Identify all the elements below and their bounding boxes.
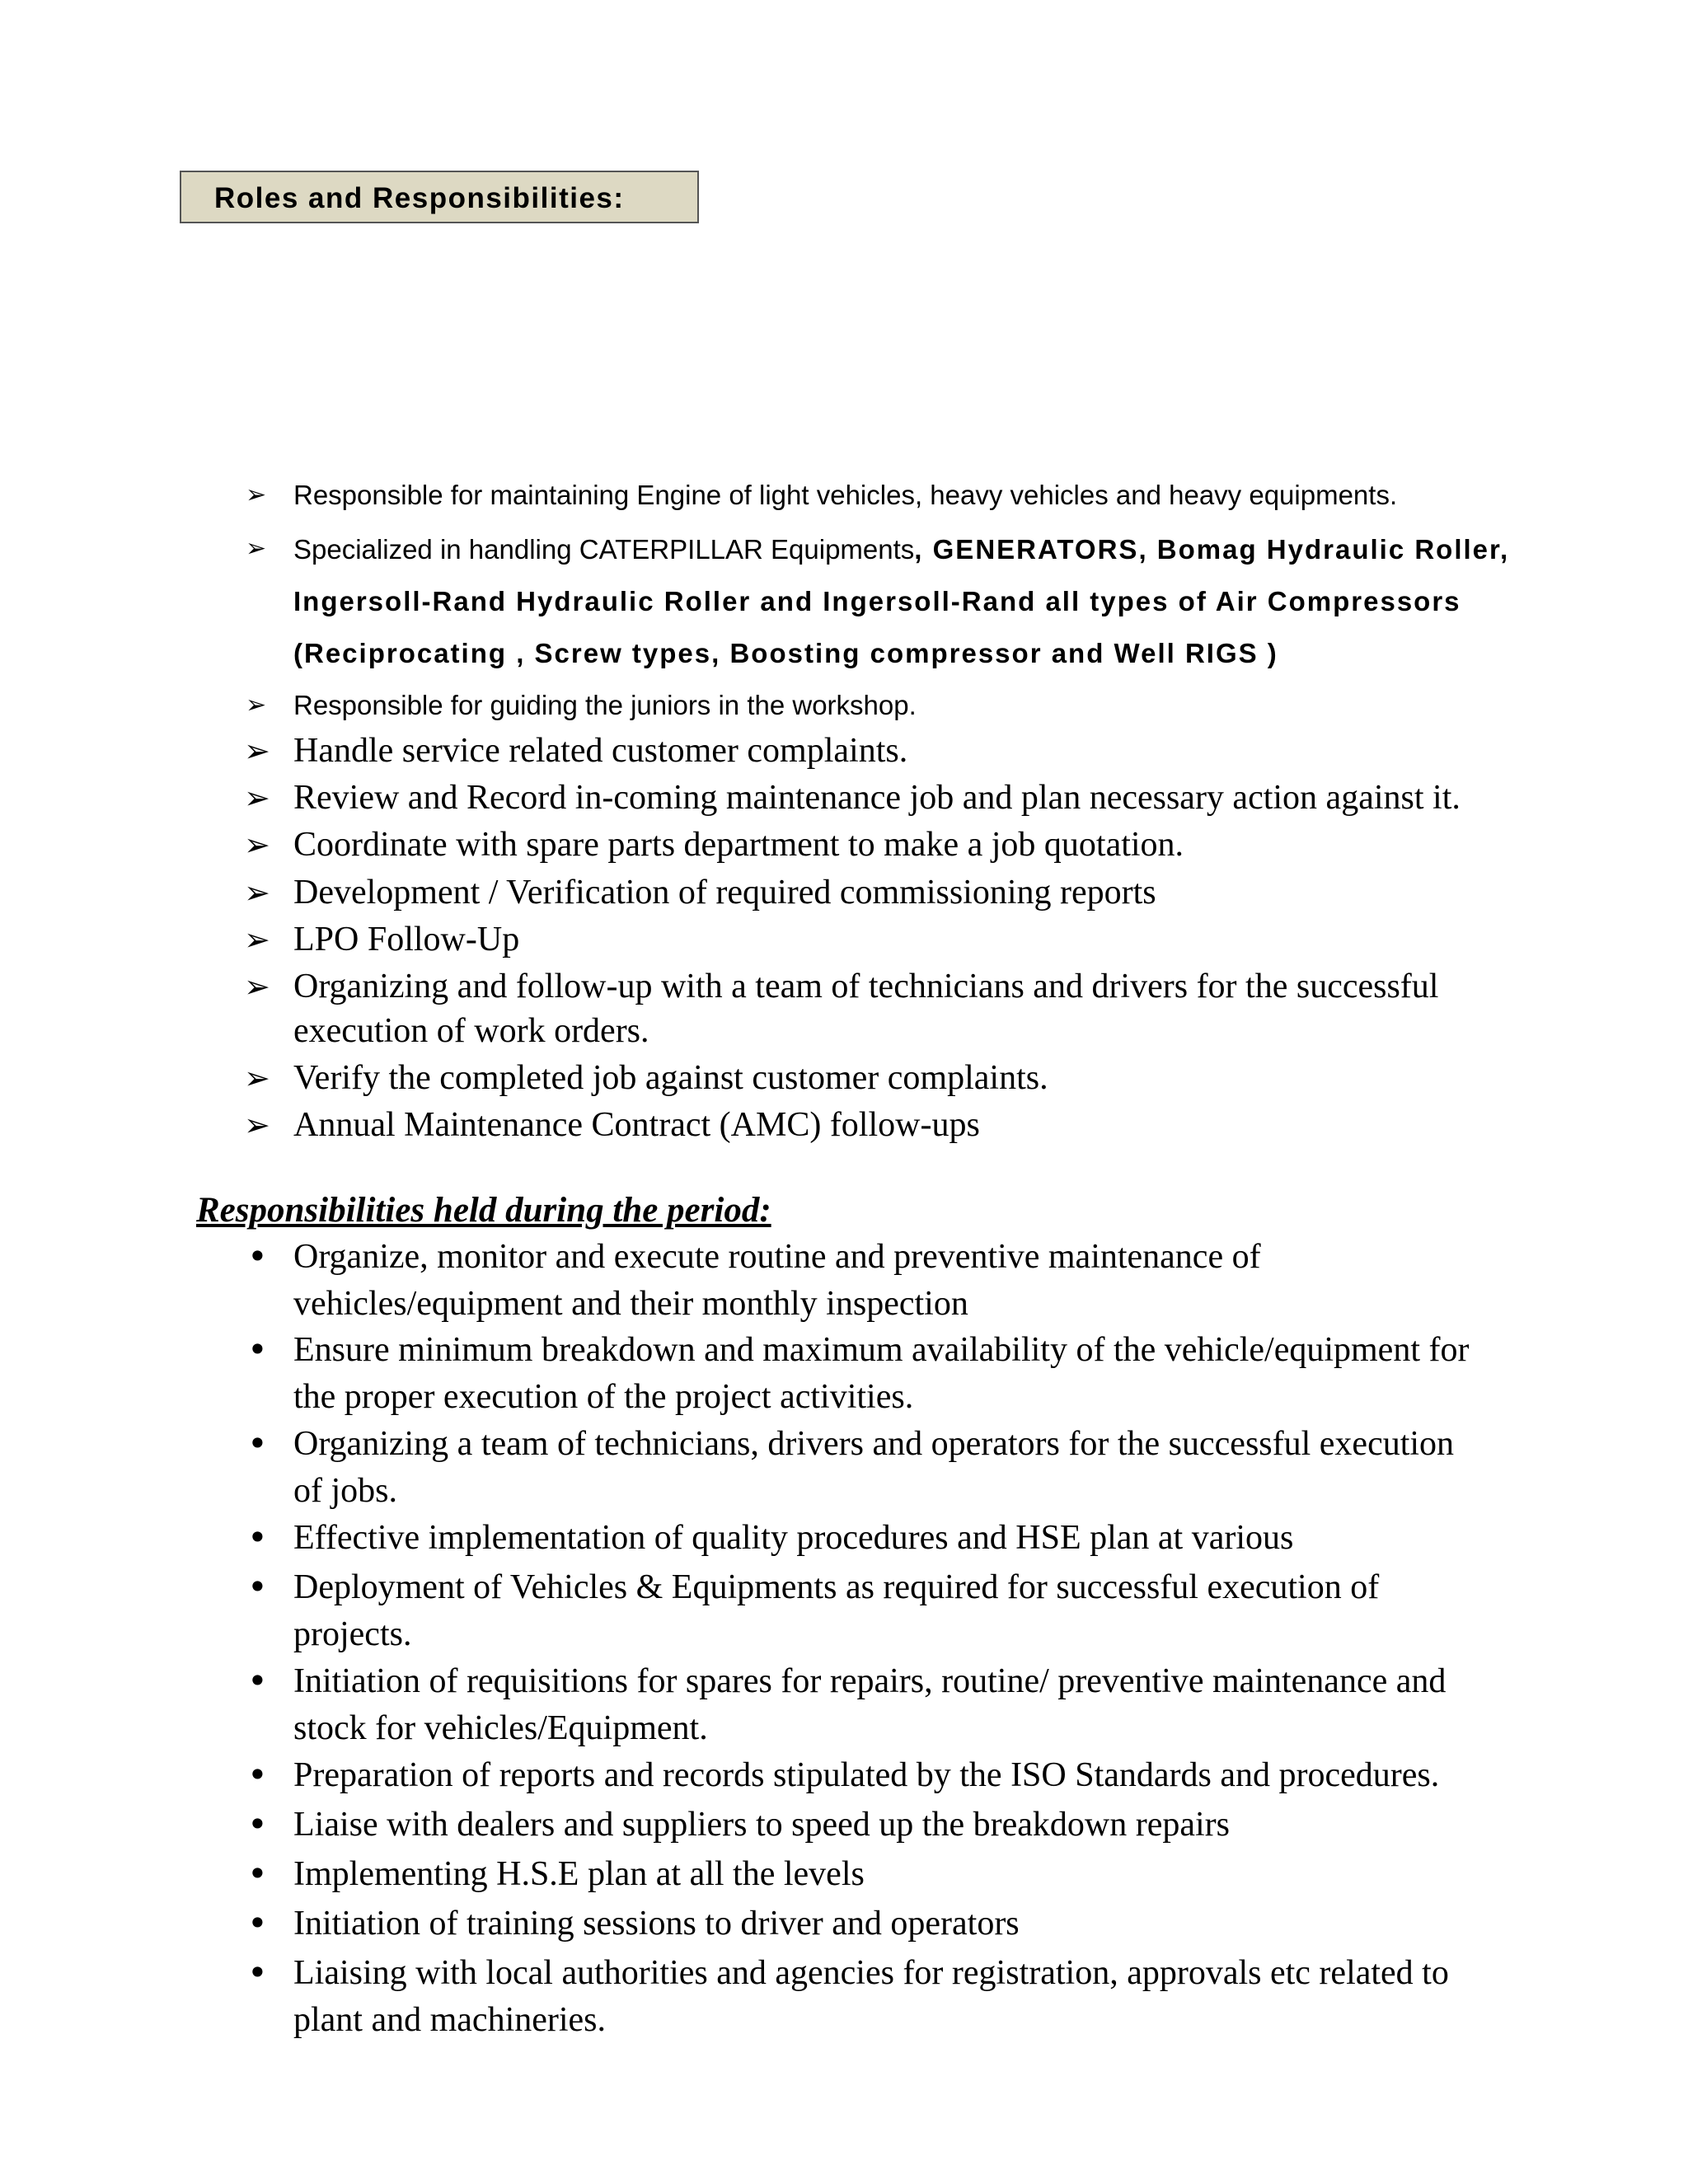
arrow-bullet-icon: ➢	[246, 691, 267, 719]
document-page: Roles and Responsibilities: ➢ Responsible for maintaining Engine of light vehicles, heavy vehicles and heavy equipments. ➢ Specialized in handling CATERPILLAR Equipments, GENERATORS, Bomag Hydraulic Roller, Ingersoll-Rand Hydraulic Roller and Ingersoll-Rand all types of Air Compressors (Reciprocating , Screw types, Boosting compressor and Well RIGS ) ➢ Responsible for guiding the juniors in the workshop. ➢ Handle service related customer complaints. ➢ Review and Record in-coming maintenance job and plan necessary action against it. ➢ Coordinate with spare parts department to make a job quotation. ➢ Development / Verification of required commissioning reports ➢ LPO Follow-Up ➢ Organizing and follow-up with a team of technicians and drivers for the successful execution of work orders. ➢ Verify the completed job against customer complaints. ➢ Annual Maintenance Contract (AMC) follow-ups Responsibilities held during the period: • Organize, monitor and execute routine and preventive maintenance of vehicles/equipment and their monthly inspection • Ensure minimum breakdown and maximum availability of the vehicle/equipment for the proper execution of the project activities. • Organizing a team of technicians, drivers and operators for the successful execution of jobs. • Effective implementation of quality procedures and HSE plan at various • Deployment of Vehicles & Equipments as required for successful execution of projects. • Initiation of requisitions for spares for repairs, routine/ preventive maintenance and stock for vehicles/Equipment. • Preparation of reports and records stipulated by the ISO Standards and procedures. • Liaise with dealers and suppliers to speed up the breakdown repairs • Implementing H.S.E plan at all the levels • Initiation of training sessions to driver and operators • Liaising with local authorities and agencies for registration, approvals etc related to plant and machineries.	[0, 0, 1688, 2184]
arrow-bullet-icon: ➢	[244, 874, 270, 911]
bullet-icon: •	[247, 1903, 268, 1943]
bullet-icon: •	[247, 1236, 268, 1277]
arrow-bullet-icon: ➢	[244, 1060, 270, 1096]
bullet-icon: •	[247, 1755, 268, 1795]
arrow-bullet-icon: ➢	[244, 780, 270, 816]
bullet-icon: •	[247, 1804, 268, 1844]
arrow-bullet-icon: ➢	[244, 968, 270, 1005]
section-title: Responsibilities held during the period:	[196, 1191, 771, 1230]
bullet-icon: •	[247, 1854, 268, 1894]
bullet-icon: •	[247, 1567, 268, 1607]
arrow-bullet-icon: ➢	[244, 921, 270, 958]
bullet-icon: •	[247, 1952, 268, 1993]
bullet-icon: •	[247, 1661, 268, 1701]
bullet-icon: •	[247, 1423, 268, 1464]
arrow-bullet-icon: ➢	[244, 733, 270, 769]
arrow-bullet-icon: ➢	[246, 534, 267, 563]
bullet-icon: •	[247, 1329, 268, 1370]
arrow-bullet-icon: ➢	[244, 1107, 270, 1143]
roles-heading: Roles and Responsibilities:	[180, 171, 699, 223]
arrow-bullet-icon: ➢	[246, 480, 267, 509]
arrow-bullet-icon: ➢	[244, 827, 270, 863]
bullet-icon: •	[247, 1517, 268, 1558]
